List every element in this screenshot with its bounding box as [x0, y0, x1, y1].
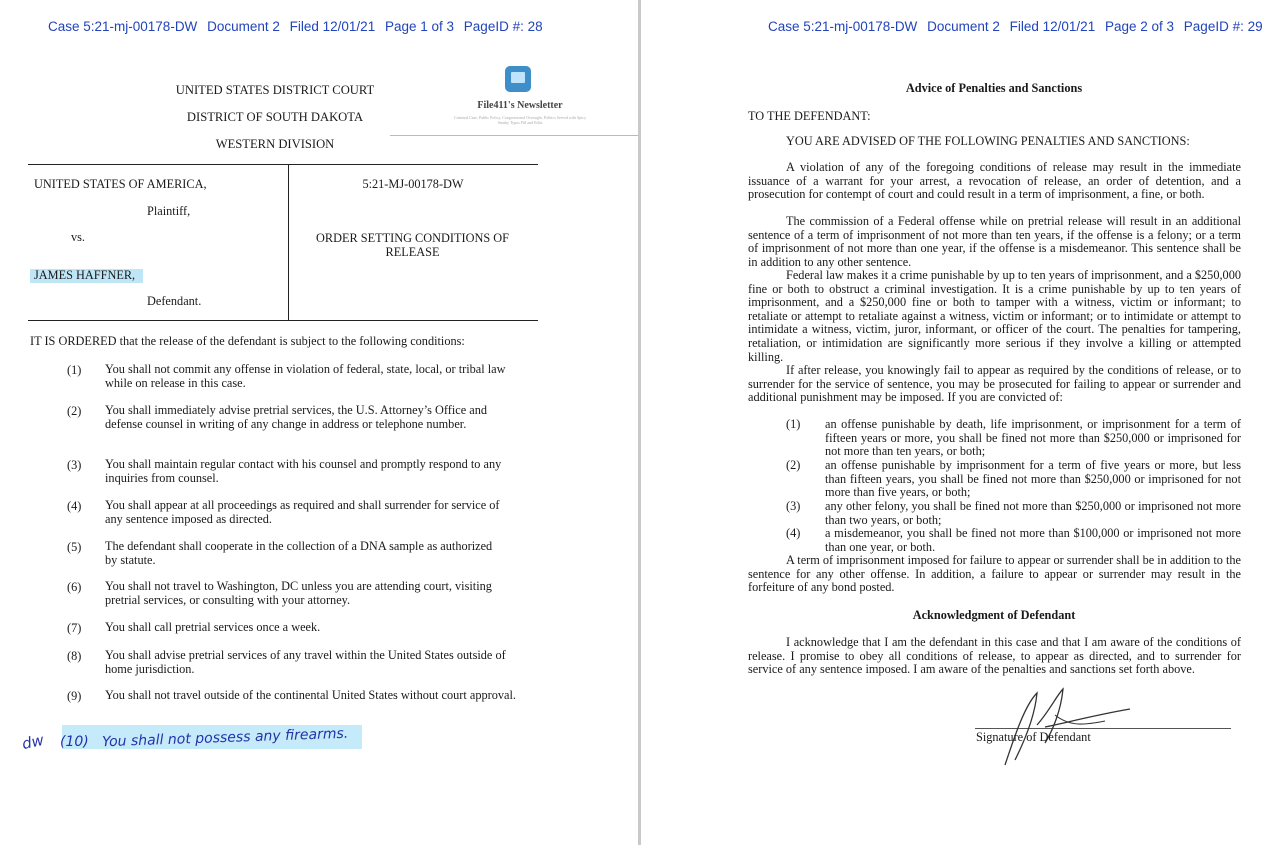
- penalty-number: (4): [786, 526, 801, 540]
- penalty-item: a misdemeanor, you shall be fined not more than $100,000 or imprisoned not more than one year, or both.: [825, 526, 1241, 554]
- condition-number: (6): [67, 580, 82, 594]
- acknowledgment-title: Acknowledgment of Defendant: [912, 608, 1076, 622]
- penalty-paragraph: If after release, you knowingly fail to appear as required by the conditions of release, or to surrender for the service of sentence, you may be prosecuted for failing to appear or surrender and additional punishment may be imposed. If you are convicted of:: [748, 363, 1241, 405]
- watermark-rule: [390, 135, 638, 136]
- condition-number: (5): [67, 540, 82, 554]
- document-page-1: [0, 0, 638, 845]
- document-number: Document 2: [207, 19, 280, 34]
- signature-label: Signature of Defendant: [976, 730, 1091, 744]
- condition-text: You shall not travel outside of the continental United States without court approval.: [105, 688, 516, 702]
- penalty-paragraph: A violation of any of the foregoing conditions of release may result in the immediate issuance of a warrant for your arrest, a revocation of release, an order of detention, and a prosecution for contempt of court and could result in a term of imprisonment, a fine, or both.: [748, 160, 1241, 202]
- condition-number: (3): [67, 458, 82, 472]
- acknowledgment-text: I acknowledge that I am the defendant in this case and that I am aware of the conditions of release. I promise to obey all conditions of release, to appear as directed, and to surrender for service of any sentence imposed. I am aware of the penalties and sanctions set forth above.: [748, 635, 1241, 677]
- penalty-item: any other felony, you shall be fined not more than $250,000 or imprisoned not more than two years, or both;: [825, 499, 1241, 527]
- defendant-signature: [995, 685, 1135, 770]
- docket-number: 5:21-MJ-00178-DW: [362, 177, 464, 191]
- penalty-item: an offense punishable by imprisonment for a term of five years or more, but less than fifteen years, you shall be fined not more than $250,000 or imprisoned for not more than five years, or both;: [825, 458, 1241, 500]
- penalty-number: (1): [786, 417, 801, 431]
- condition-number: (4): [67, 499, 82, 513]
- condition-text: You shall immediately advise pretrial services, the U.S. Attorney’s Office and defense counsel in writing of any change in address or telephone number.: [105, 403, 488, 431]
- defendant-role: Defendant.: [147, 294, 202, 308]
- newsletter-tagline: Criminal Case, Public Policy, Congressional Oversight, Politics Served with Spicy Snarky Typos Fill and Edits: [453, 115, 587, 125]
- judge-initials: dw: [20, 730, 46, 754]
- condition-number: (1): [67, 363, 82, 377]
- newsletter-watermark: [440, 66, 600, 136]
- condition-number: (9): [67, 689, 82, 703]
- handwritten-condition-text: You shall not possess any firearms.: [101, 725, 349, 751]
- penalty-paragraph: The commission of a Federal offense while on pretrial release will result in an additional sentence of a term of imprisonment of not more than ten years, if the offense is a felony; or a term of imprisonment of not more than one year, if the offense is a misdemeanor. This sentence shall be in addition to any other sentence.: [748, 214, 1241, 269]
- condition-text: You shall not travel to Washington, DC unless you are attending court, visiting pretrial services, or consulting with your attorney.: [105, 579, 492, 607]
- versus-label: vs.: [71, 230, 86, 244]
- case-number: Case 5:21-mj-00178-DW: [48, 19, 198, 34]
- caption-top-rule: [28, 164, 538, 165]
- condition-text: The defendant shall cooperate in the collection of a DNA sample as authorized by statute.: [105, 539, 493, 567]
- court-division: WESTERN DIVISION: [215, 137, 335, 151]
- penalty-number: (2): [786, 458, 801, 472]
- caption-bottom-rule: [28, 320, 538, 321]
- plaintiff-role: Plaintiff,: [147, 204, 191, 218]
- condition-number: (2): [67, 404, 82, 418]
- filed-date: Filed 12/01/21: [1009, 19, 1096, 34]
- penalty-item: an offense punishable by death, life imprisonment, or imprisonment for a term of fifteen years or more, you shall be fined not more than $250,000 or imprisoned for not more than ten years, or both;: [825, 417, 1241, 459]
- page-header: [768, 19, 1269, 34]
- condition-text: You shall advise pretrial services of any travel within the United States outside of home jurisdiction.: [105, 648, 506, 676]
- condition-number: (7): [67, 621, 82, 635]
- court-district: DISTRICT OF SOUTH DAKOTA: [186, 110, 364, 124]
- page-id: PageID #: 28: [463, 19, 543, 34]
- closing-paragraph: A term of imprisonment imposed for failure to appear or surrender shall be in addition to the sentence for any other offense. In addition, a failure to appear or surrender may result in the forfeiture of any bond posted.: [748, 553, 1241, 595]
- handwritten-condition-number: (10): [60, 734, 89, 750]
- advised-heading: YOU ARE ADVISED OF THE FOLLOWING PENALTIES AND SANCTIONS:: [786, 134, 1190, 148]
- document-number: Document 2: [927, 19, 1000, 34]
- caption-divider: [288, 164, 289, 320]
- plaintiff-name: UNITED STATES OF AMERICA,: [34, 177, 207, 191]
- filed-date: Filed 12/01/21: [289, 19, 376, 34]
- penalty-number: (3): [786, 499, 801, 513]
- condition-text: You shall appear at all proceedings as required and shall surrender for service of any sentence imposed as directed.: [105, 498, 500, 526]
- penalties-title: Advice of Penalties and Sanctions: [905, 81, 1083, 95]
- page-number: Page 2 of 3: [1104, 19, 1175, 34]
- condition-number: (8): [67, 649, 82, 663]
- case-number: Case 5:21-mj-00178-DW: [768, 19, 918, 34]
- to-defendant: TO THE DEFENDANT:: [748, 109, 871, 123]
- page-number: Page 1 of 3: [384, 19, 455, 34]
- defendant-name: JAMES HAFFNER,: [30, 269, 143, 283]
- order-title: ORDER SETTING CONDITIONS OF RELEASE: [316, 231, 509, 259]
- page-id: PageID #: 29: [1183, 19, 1263, 34]
- penalty-paragraph: Federal law makes it a crime punishable by up to ten years of imprisonment, and a $250,000 fine or both to obstruct a criminal investigation. It is a crime punishable by up to ten years of imprisonment, and a $250,000 fine or both to tamper with a witness, victim or informant; to retaliate or attempt to retaliate against a witness, victim or informant; or to intimidate or attempt to intimidate a witness, victim, juror, informant, or officer of the court. The penalties for tampering, retaliation, or intimidation are significantly more serious if they involve a killing or attempted killing.: [748, 268, 1241, 364]
- newsletter-logo-icon: [505, 66, 531, 92]
- condition-text: You shall call pretrial services once a week.: [105, 620, 321, 634]
- condition-text: You shall maintain regular contact with his counsel and promptly respond to any inquiries from counsel.: [105, 457, 502, 485]
- court-name: UNITED STATES DISTRICT COURT: [175, 83, 375, 97]
- order-intro: IT IS ORDERED that the release of the defendant is subject to the following conditions:: [30, 334, 465, 348]
- condition-text: You shall not commit any offense in violation of federal, state, local, or tribal law while on release in this case.: [105, 362, 506, 390]
- newsletter-title: File411's Newsletter: [477, 100, 563, 111]
- page-header: [48, 19, 549, 34]
